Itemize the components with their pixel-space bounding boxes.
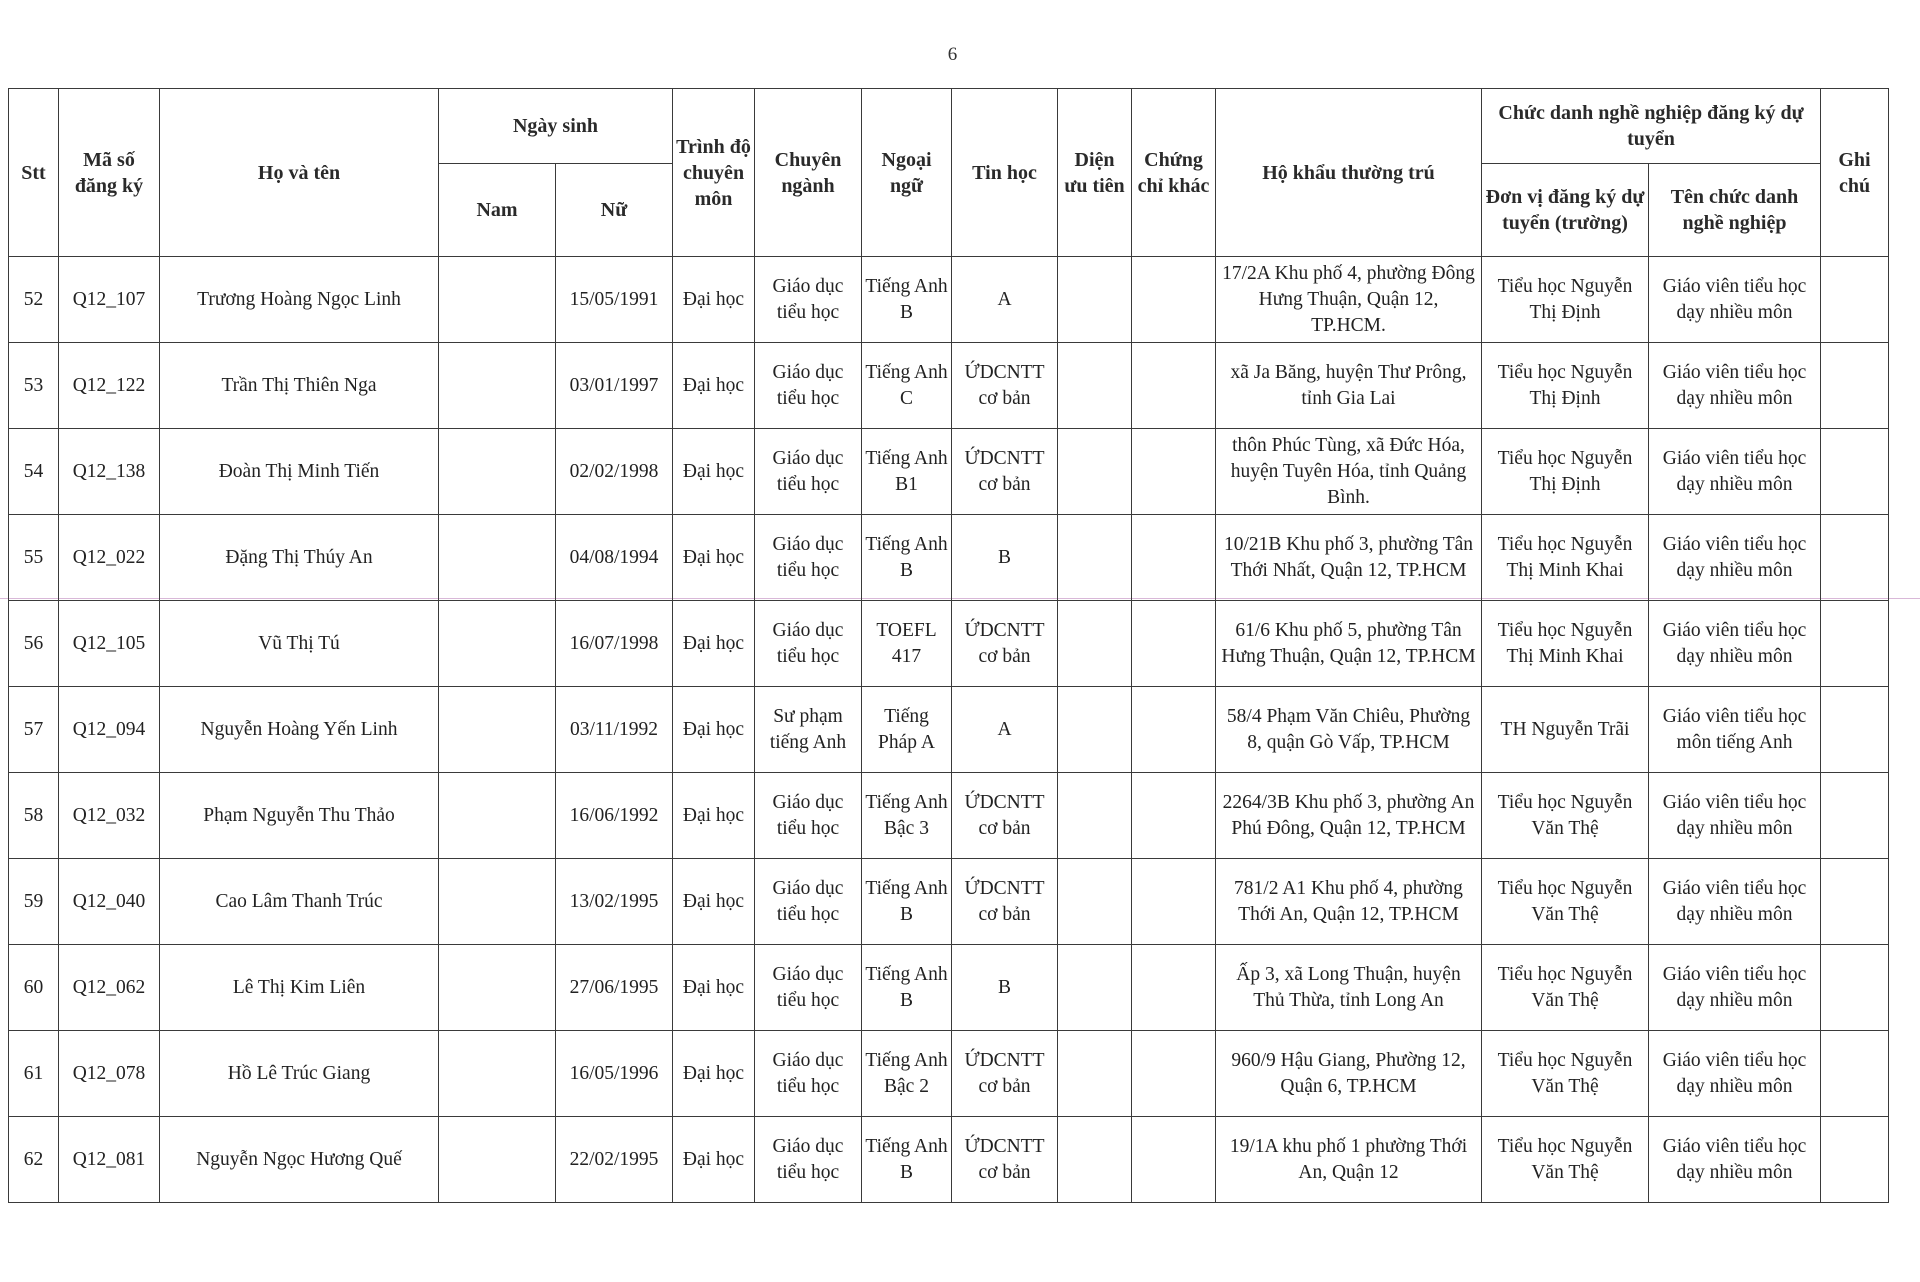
header-full-name: Họ và tên <box>160 89 439 257</box>
table-row <box>9 1031 1889 1117</box>
cell-stt: 62 <box>9 1117 59 1203</box>
header-priority: Diện ưu tiên <box>1058 89 1132 257</box>
cell-code: Q12_022 <box>59 515 160 601</box>
cell-residence: 19/1A khu phố 1 phường Thới An, Quận 12 <box>1216 1117 1482 1203</box>
cell-major: Giáo dục tiểu học <box>755 859 862 945</box>
cell-code: Q12_032 <box>59 773 160 859</box>
header-female: Nữ <box>556 164 673 257</box>
cell-name: Phạm Nguyễn Thu Thảo <box>160 773 439 859</box>
cell-name: Nguyễn Ngọc Hương Quế <box>160 1117 439 1203</box>
cell-it: B <box>952 945 1058 1031</box>
cell-residence: thôn Phúc Tùng, xã Đức Hóa, huyện Tuyên Hóa, tỉnh Quảng Bình. <box>1216 429 1482 515</box>
table-row <box>9 429 1889 515</box>
cell-notes <box>1821 945 1889 1031</box>
cell-code: Q12_081 <box>59 1117 160 1203</box>
cell-major: Giáo dục tiểu học <box>755 601 862 687</box>
cell-priority <box>1058 773 1132 859</box>
cell-name: Hồ Lê Trúc Giang <box>160 1031 439 1117</box>
cell-school: Tiểu học Nguyễn Thị Định <box>1482 343 1649 429</box>
cell-notes <box>1821 257 1889 343</box>
cell-notes <box>1821 859 1889 945</box>
cell-position: Giáo viên tiểu học dạy nhiều môn <box>1649 773 1821 859</box>
table-row <box>9 343 1889 429</box>
cell-language: Tiếng Anh Bậc 3 <box>862 773 952 859</box>
cell-code: Q12_107 <box>59 257 160 343</box>
cell-certificates <box>1132 859 1216 945</box>
cell-priority <box>1058 945 1132 1031</box>
header-notes: Ghi chú <box>1821 89 1889 257</box>
cell-certificates <box>1132 343 1216 429</box>
cell-qualification: Đại học <box>673 773 755 859</box>
cell-qualification: Đại học <box>673 1117 755 1203</box>
header-it-skill: Tin học <box>952 89 1058 257</box>
cell-position: Giáo viên tiểu học dạy nhiều môn <box>1649 515 1821 601</box>
cell-certificates <box>1132 945 1216 1031</box>
cell-language: Tiếng Anh B <box>862 1117 952 1203</box>
cell-certificates <box>1132 257 1216 343</box>
table-row <box>9 945 1889 1031</box>
cell-stt: 56 <box>9 601 59 687</box>
cell-code: Q12_062 <box>59 945 160 1031</box>
cell-female-dob: 03/11/1992 <box>556 687 673 773</box>
cell-code: Q12_078 <box>59 1031 160 1117</box>
cell-male-dob <box>439 515 556 601</box>
cell-male-dob <box>439 1031 556 1117</box>
cell-school: Tiểu học Nguyễn Văn Thệ <box>1482 773 1649 859</box>
cell-language: Tiếng Anh Bậc 2 <box>862 1031 952 1117</box>
cell-school: Tiểu học Nguyễn Thị Định <box>1482 257 1649 343</box>
cell-name: Trần Thị Thiên Nga <box>160 343 439 429</box>
cell-priority <box>1058 1117 1132 1203</box>
cell-position: Giáo viên tiểu học dạy nhiều môn <box>1649 859 1821 945</box>
cell-school: Tiểu học Nguyễn Thị Định <box>1482 429 1649 515</box>
cell-major: Giáo dục tiểu học <box>755 515 862 601</box>
cell-female-dob: 27/06/1995 <box>556 945 673 1031</box>
cell-school: Tiểu học Nguyễn Văn Thệ <box>1482 1031 1649 1117</box>
cell-code: Q12_094 <box>59 687 160 773</box>
cell-priority <box>1058 687 1132 773</box>
cell-position: Giáo viên tiểu học dạy nhiều môn <box>1649 1117 1821 1203</box>
cell-stt: 52 <box>9 257 59 343</box>
cell-male-dob <box>439 429 556 515</box>
table-row <box>9 773 1889 859</box>
cell-major: Giáo dục tiểu học <box>755 1031 862 1117</box>
cell-male-dob <box>439 687 556 773</box>
cell-stt: 60 <box>9 945 59 1031</box>
cell-school: Tiểu học Nguyễn Văn Thệ <box>1482 859 1649 945</box>
cell-school: Tiểu học Nguyễn Văn Thệ <box>1482 945 1649 1031</box>
table-row <box>9 859 1889 945</box>
header-qualification: Trình độ chuyên môn <box>673 89 755 257</box>
cell-male-dob <box>439 601 556 687</box>
cell-stt: 57 <box>9 687 59 773</box>
cell-it: B <box>952 515 1058 601</box>
header-major: Chuyên ngành <box>755 89 862 257</box>
cell-school: Tiểu học Nguyễn Thị Minh Khai <box>1482 515 1649 601</box>
cell-stt: 53 <box>9 343 59 429</box>
cell-priority <box>1058 429 1132 515</box>
header-male: Nam <box>439 164 556 257</box>
cell-it: ỨDCNTT cơ bản <box>952 429 1058 515</box>
cell-priority <box>1058 601 1132 687</box>
cell-male-dob <box>439 945 556 1031</box>
cell-residence: 10/21B Khu phố 3, phường Tân Thới Nhất, Quận 12, TP.HCM <box>1216 515 1482 601</box>
cell-qualification: Đại học <box>673 1031 755 1117</box>
cell-name: Vũ Thị Tú <box>160 601 439 687</box>
cell-name: Cao Lâm Thanh Trúc <box>160 859 439 945</box>
cell-name: Nguyễn Hoàng Yến Linh <box>160 687 439 773</box>
cell-priority <box>1058 1031 1132 1117</box>
cell-priority <box>1058 257 1132 343</box>
cell-major: Giáo dục tiểu học <box>755 429 862 515</box>
table-row <box>9 601 1889 687</box>
cell-qualification: Đại học <box>673 257 755 343</box>
cell-notes <box>1821 601 1889 687</box>
header-row-top <box>9 89 1889 164</box>
cell-female-dob: 22/02/1995 <box>556 1117 673 1203</box>
cell-priority <box>1058 859 1132 945</box>
cell-qualification: Đại học <box>673 429 755 515</box>
cell-notes <box>1821 1117 1889 1203</box>
cell-it: ỨDCNTT cơ bản <box>952 601 1058 687</box>
cell-notes <box>1821 1031 1889 1117</box>
cell-qualification: Đại học <box>673 859 755 945</box>
cell-residence: 781/2 A1 Khu phố 4, phường Thới An, Quận 12, TP.HCM <box>1216 859 1482 945</box>
cell-position: Giáo viên tiểu học dạy nhiều môn <box>1649 343 1821 429</box>
cell-it: A <box>952 257 1058 343</box>
cell-language: Tiếng Anh B <box>862 257 952 343</box>
cell-notes <box>1821 343 1889 429</box>
cell-residence: 61/6 Khu phố 5, phường Tân Hưng Thuận, Quận 12, TP.HCM <box>1216 601 1482 687</box>
table-row <box>9 687 1889 773</box>
cell-stt: 61 <box>9 1031 59 1117</box>
candidate-roster-table <box>8 88 1889 1203</box>
cell-qualification: Đại học <box>673 515 755 601</box>
table-row <box>9 515 1889 601</box>
header-residence: Hộ khẩu thường trú <box>1216 89 1482 257</box>
cell-position: Giáo viên tiểu học môn tiếng Anh <box>1649 687 1821 773</box>
cell-major: Giáo dục tiểu học <box>755 945 862 1031</box>
cell-certificates <box>1132 1117 1216 1203</box>
cell-female-dob: 13/02/1995 <box>556 859 673 945</box>
cell-residence: xã Ja Băng, huyện Thư Prông, tỉnh Gia Lai <box>1216 343 1482 429</box>
cell-it: ỨDCNTT cơ bản <box>952 343 1058 429</box>
cell-male-dob <box>439 859 556 945</box>
cell-it: ỨDCNTT cơ bản <box>952 1117 1058 1203</box>
cell-it: ỨDCNTT cơ bản <box>952 773 1058 859</box>
table-row <box>9 1117 1889 1203</box>
cell-residence: 17/2A Khu phố 4, phường Đông Hưng Thuận, Quận 12, TP.HCM. <box>1216 257 1482 343</box>
cell-female-dob: 16/06/1992 <box>556 773 673 859</box>
cell-residence: 2264/3B Khu phố 3, phường An Phú Đông, Quận 12, TP.HCM <box>1216 773 1482 859</box>
header-date-of-birth: Ngày sinh <box>439 89 673 164</box>
cell-major: Sư phạm tiếng Anh <box>755 687 862 773</box>
header-stt: Stt <box>9 89 59 257</box>
cell-certificates <box>1132 601 1216 687</box>
cell-male-dob <box>439 773 556 859</box>
cell-name: Trương Hoàng Ngọc Linh <box>160 257 439 343</box>
header-position: Chức danh nghề nghiệp đăng ký dự tuyển <box>1482 89 1821 164</box>
cell-language: Tiếng Anh B <box>862 945 952 1031</box>
cell-school: Tiểu học Nguyễn Thị Minh Khai <box>1482 601 1649 687</box>
cell-name: Đoàn Thị Minh Tiến <box>160 429 439 515</box>
cell-it: ỨDCNTT cơ bản <box>952 859 1058 945</box>
cell-language: Tiếng Anh B <box>862 515 952 601</box>
cell-residence: Ấp 3, xã Long Thuận, huyện Thủ Thừa, tỉnh Long An <box>1216 945 1482 1031</box>
cell-female-dob: 03/01/1997 <box>556 343 673 429</box>
cell-certificates <box>1132 1031 1216 1117</box>
cell-notes <box>1821 515 1889 601</box>
cell-female-dob: 16/05/1996 <box>556 1031 673 1117</box>
cell-qualification: Đại học <box>673 343 755 429</box>
table-row <box>9 257 1889 343</box>
cell-male-dob <box>439 1117 556 1203</box>
cell-stt: 59 <box>9 859 59 945</box>
cell-school: TH Nguyễn Trãi <box>1482 687 1649 773</box>
cell-certificates <box>1132 429 1216 515</box>
cell-major: Giáo dục tiểu học <box>755 773 862 859</box>
cell-qualification: Đại học <box>673 945 755 1031</box>
cell-code: Q12_138 <box>59 429 160 515</box>
cell-position: Giáo viên tiểu học dạy nhiều môn <box>1649 429 1821 515</box>
header-position-title: Tên chức danh nghề nghiệp <box>1649 164 1821 257</box>
cell-notes <box>1821 773 1889 859</box>
cell-major: Giáo dục tiểu học <box>755 257 862 343</box>
cell-major: Giáo dục tiểu học <box>755 343 862 429</box>
cell-qualification: Đại học <box>673 687 755 773</box>
cell-major: Giáo dục tiểu học <box>755 1117 862 1203</box>
cell-language: TOEFL 417 <box>862 601 952 687</box>
cell-code: Q12_040 <box>59 859 160 945</box>
header-school: Đơn vị đăng ký dự tuyển (trường) <box>1482 164 1649 257</box>
cell-name: Đặng Thị Thúy An <box>160 515 439 601</box>
cell-certificates <box>1132 687 1216 773</box>
cell-it: A <box>952 687 1058 773</box>
cell-school: Tiểu học Nguyễn Văn Thệ <box>1482 1117 1649 1203</box>
cell-stt: 54 <box>9 429 59 515</box>
cell-male-dob <box>439 257 556 343</box>
cell-language: Tiếng Anh B <box>862 859 952 945</box>
cell-priority <box>1058 343 1132 429</box>
cell-notes <box>1821 687 1889 773</box>
cell-position: Giáo viên tiểu học dạy nhiều môn <box>1649 601 1821 687</box>
cell-residence: 58/4 Phạm Văn Chiêu, Phường 8, quận Gò Vấp, TP.HCM <box>1216 687 1482 773</box>
cell-certificates <box>1132 515 1216 601</box>
cell-language: Tiếng Pháp A <box>862 687 952 773</box>
cell-notes <box>1821 429 1889 515</box>
page-number: 6 <box>947 44 958 65</box>
cell-stt: 55 <box>9 515 59 601</box>
cell-certificates <box>1132 773 1216 859</box>
cell-it: ỨDCNTT cơ bản <box>952 1031 1058 1117</box>
cell-female-dob: 04/08/1994 <box>556 515 673 601</box>
cell-position: Giáo viên tiểu học dạy nhiều môn <box>1649 257 1821 343</box>
cell-female-dob: 02/02/1998 <box>556 429 673 515</box>
cell-position: Giáo viên tiểu học dạy nhiều môn <box>1649 945 1821 1031</box>
cell-code: Q12_122 <box>59 343 160 429</box>
cell-language: Tiếng Anh C <box>862 343 952 429</box>
cell-position: Giáo viên tiểu học dạy nhiều môn <box>1649 1031 1821 1117</box>
cell-male-dob <box>439 343 556 429</box>
cell-language: Tiếng Anh B1 <box>862 429 952 515</box>
header-other-certificates: Chứng chỉ khác <box>1132 89 1216 257</box>
header-registration-code: Mã số đăng ký <box>59 89 160 257</box>
cell-name: Lê Thị Kim Liên <box>160 945 439 1031</box>
cell-qualification: Đại học <box>673 601 755 687</box>
cell-stt: 58 <box>9 773 59 859</box>
cell-priority <box>1058 515 1132 601</box>
cell-female-dob: 15/05/1991 <box>556 257 673 343</box>
header-foreign-language: Ngoại ngữ <box>862 89 952 257</box>
cell-code: Q12_105 <box>59 601 160 687</box>
cell-female-dob: 16/07/1998 <box>556 601 673 687</box>
cell-residence: 960/9 Hậu Giang, Phường 12, Quận 6, TP.HCM <box>1216 1031 1482 1117</box>
